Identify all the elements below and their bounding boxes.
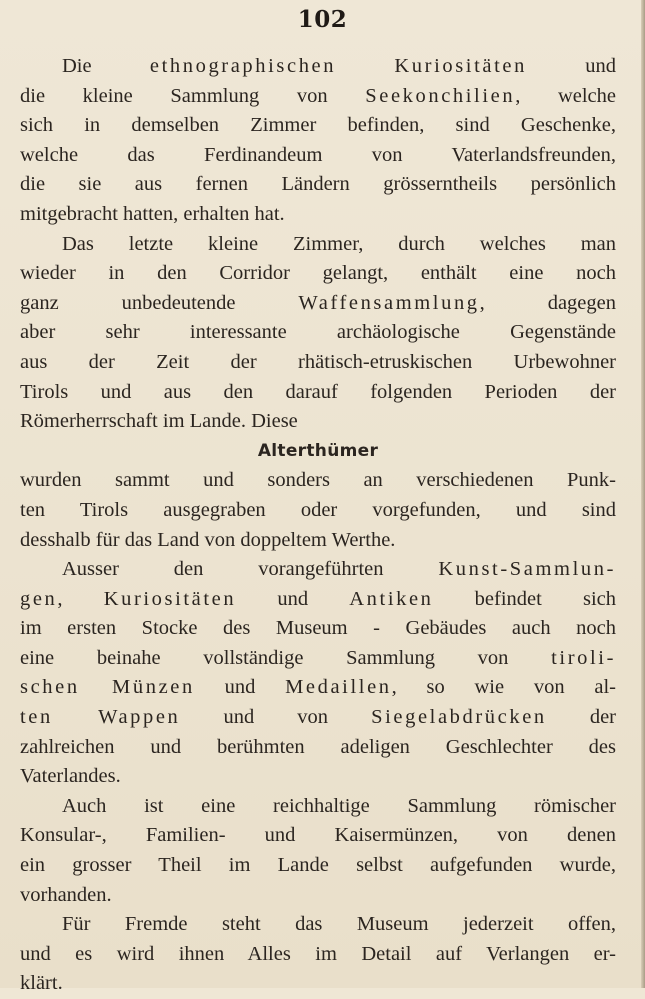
text-line: [20, 910, 616, 940]
line-text: aus der Zeit der rhätisch-etruskischen Urbewohner: [20, 350, 616, 373]
text-line: [20, 466, 616, 496]
text-line: [20, 378, 616, 408]
line-text: , dagegen: [479, 291, 616, 314]
spaced-emphasis-text: ten Wappen: [20, 706, 181, 729]
line-text: zahlreichen und berühmten adeligen Geschlechter des: [20, 735, 616, 758]
text-line: [20, 673, 616, 703]
line-text: klärt.: [20, 972, 63, 995]
text-line: [20, 851, 616, 881]
text-line: [20, 555, 616, 585]
text-line: [20, 348, 616, 378]
spaced-emphasis-text: schen Münzen: [20, 676, 195, 699]
line-text: eine beinahe vollständige Sammlung von: [20, 646, 552, 669]
line-text: ten Tirols ausgegraben oder vorgefunden, und sind: [20, 498, 616, 521]
text-line: [20, 200, 616, 230]
line-text: Tirols und aus den darauf folgenden Perioden der: [20, 380, 616, 403]
line-text: Römerherrschaft im Lande. Diese: [20, 410, 298, 433]
line-text: Ausser den vorangeführten: [62, 558, 439, 581]
spaced-emphasis-text: Waffensammlung: [298, 291, 480, 314]
spaced-emphasis-text: Kunst-Sammlun-: [438, 558, 616, 581]
line-text: ,: [57, 587, 104, 610]
text-line: [20, 821, 616, 851]
spaced-emphasis-text: Kuriositäten: [394, 55, 527, 77]
text-line: [20, 170, 616, 200]
line-text: desshalb für das Land von doppeltem Werthe.: [20, 528, 396, 551]
line-text: die kleine Sammlung von: [20, 84, 366, 107]
line-text: Vaterlandes.: [20, 765, 121, 788]
spaced-emphasis-text: Antiken: [349, 587, 434, 610]
line-text: befindet sich: [433, 587, 617, 610]
line-text: vorhanden.: [20, 883, 112, 906]
line-text: welche das Ferdinandeum von Vaterlandsfreunden,: [20, 143, 616, 166]
line-text: ein grosser Theil im Lande selbst aufgefunden wurde,: [20, 854, 616, 877]
line-text: der: [546, 706, 616, 729]
line-text: , welche: [515, 84, 616, 107]
line-text: wurden sammt und sonders an verschiedenen Punk-: [20, 469, 616, 492]
text-line: [20, 318, 616, 348]
text-line: [20, 407, 616, 437]
text-line: [20, 230, 616, 260]
line-text: sich in demselben Zimmer befinden, sind Geschenke,: [20, 114, 616, 137]
line-text: wieder in den Corridor gelangt, enthält eine noch: [20, 262, 616, 285]
text-line: [20, 111, 616, 141]
line-text: aber sehr interessante archäologische Gegenstände: [20, 321, 616, 344]
text-line: [20, 733, 616, 763]
line-text: ganz unbedeutende: [20, 291, 299, 314]
text-line: [20, 82, 616, 112]
line-text: Das letzte kleine Zimmer, durch welches man: [62, 232, 616, 255]
line-text: Für Fremde steht das Museum jederzeit offen,: [62, 913, 616, 936]
text-line: [20, 762, 616, 792]
text-line: [20, 881, 616, 911]
line-text: Alterthümer: [257, 440, 379, 461]
line-text: mitgebracht hatten, erhalten hat.: [20, 202, 285, 225]
text-line: [20, 703, 616, 733]
spaced-emphasis-text: Seekonchilien: [365, 84, 516, 107]
spaced-emphasis-text: Kuriositäten: [103, 587, 237, 610]
body-text: [20, 52, 616, 999]
text-line: [20, 52, 616, 82]
text-line: [20, 259, 616, 289]
line-text: und: [526, 55, 616, 77]
text-line: [20, 526, 616, 556]
line-text: Die: [62, 55, 150, 77]
spaced-emphasis-text: gen: [20, 587, 58, 610]
text-line: [20, 141, 616, 171]
text-line: [20, 585, 616, 615]
text-line: [20, 644, 616, 674]
text-line: [20, 496, 616, 526]
spaced-emphasis-text: Siegelabdrücken: [371, 706, 547, 729]
spaced-emphasis-text: ethnographischen: [149, 55, 337, 77]
spaced-emphasis-text: Medaillen: [285, 676, 392, 699]
line-text: Konsular-, Familien- und Kaisermünzen, von denen: [20, 824, 616, 847]
line-text: Auch ist eine reichhaltige Sammlung römischer: [62, 794, 616, 817]
text-line: [20, 614, 616, 644]
line-text: [336, 55, 394, 77]
line-text: und: [194, 676, 286, 699]
line-text: und von: [180, 706, 372, 729]
line-text: , so wie von al-: [391, 676, 617, 699]
section-heading: [20, 437, 616, 467]
line-text: und es wird ihnen Alles im Detail auf Verlangen er-: [20, 942, 616, 965]
text-line: [20, 940, 616, 970]
text-line: [20, 289, 616, 319]
page-number: 102: [297, 6, 348, 33]
spaced-emphasis-text: tiroli-: [551, 646, 616, 669]
line-text: und: [236, 587, 350, 610]
text-line: [20, 969, 616, 999]
page-edge: [641, 0, 645, 988]
text-line: [20, 792, 616, 822]
line-text: die sie aus fernen Ländern grösserntheils persönlich: [20, 173, 616, 196]
line-text: im ersten Stocke des Museum - Gebäudes auch noch: [20, 617, 616, 640]
